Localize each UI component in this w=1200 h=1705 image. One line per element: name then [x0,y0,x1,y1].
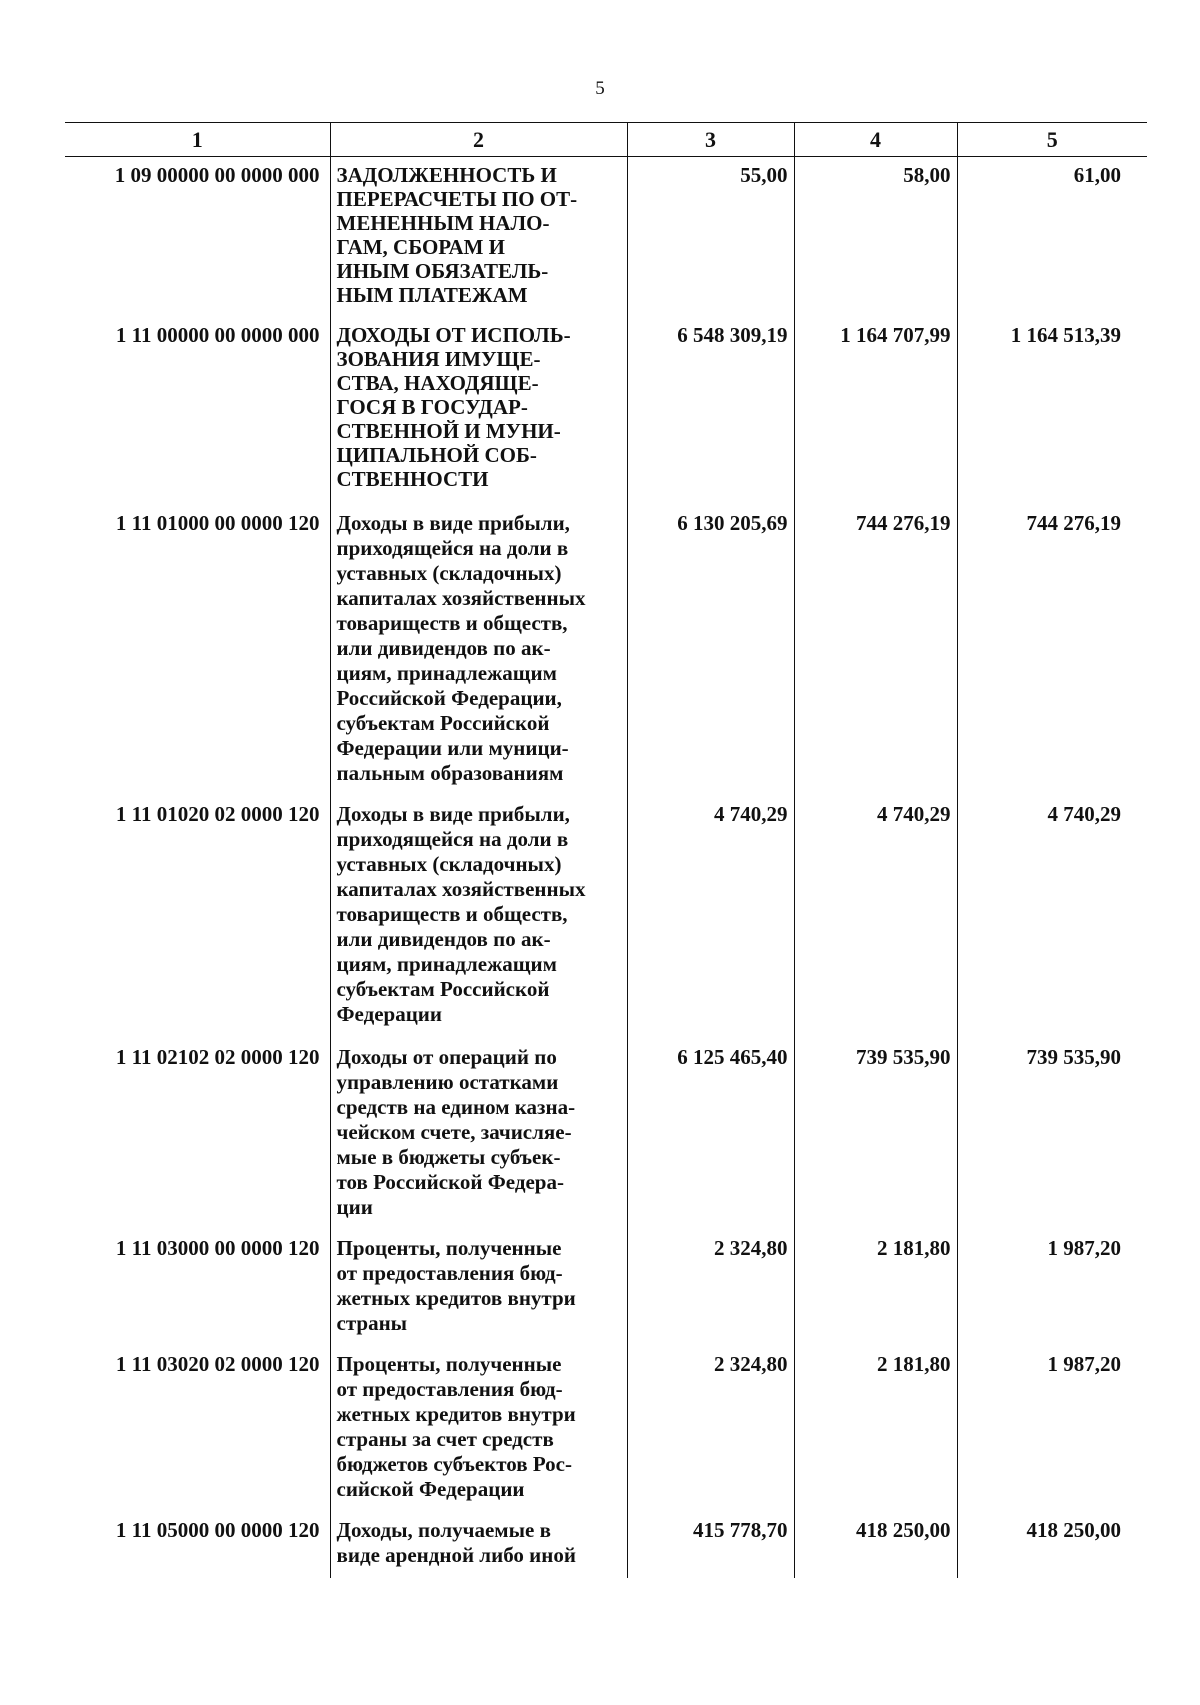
table-row [65,1512,1147,1578]
row-code: 1 11 01020 02 0000 120 [115,802,320,826]
row-col5: 744 276,19 [957,505,1147,796]
header-col-1: 1 [65,123,330,157]
row-code: 1 11 01000 00 0000 120 [115,511,320,535]
header-col-2: 2 [330,123,627,157]
row-name: Доходы в виде прибыли, приходящейся на доли в уставных (складочных) капиталах хозяйственных товариществ и обществ, или дивидендов по ак- циям, принадлежащим Российской Федерации, субъектам Российской Федерации или муници- пальным образованиям [330,505,627,796]
row-col3: 6 130 205,69 [627,505,794,796]
row-col4: 739 535,90 [794,1039,957,1230]
row-col4: 2 181,80 [794,1346,957,1512]
row-name: Доходы от операций по управлению остатками средств на едином казна- чейском счете, зачисляе- мые в бюджеты субъек- тов Российской Федера- ции [330,1039,627,1230]
row-col4: 744 276,19 [794,505,957,796]
row-col5: 1 987,20 [957,1346,1147,1512]
row-col4: 418 250,00 [794,1512,957,1578]
row-col3: 2 324,80 [627,1230,794,1346]
budget-revenue-table [65,122,1147,1578]
row-col3: 6 125 465,40 [627,1039,794,1230]
row-col3: 55,00 [627,157,794,318]
header-col-4: 4 [794,123,957,157]
row-code: 1 09 00000 00 0000 000 [114,163,320,187]
row-col3: 415 778,70 [627,1512,794,1578]
table-row [65,317,1147,505]
row-col4: 1 164 707,99 [794,317,957,505]
row-name: ЗАДОЛЖЕННОСТЬ И ПЕРЕРАСЧЕТЫ ПО ОТ- МЕНЕННЫМ НАЛО- ГАМ, СБОРАМ И ИНЫМ ОБЯЗАТЕЛЬ- НЫМ ПЛАТЕЖАМ [330,157,627,318]
row-code: 1 11 02102 02 0000 120 [115,1045,320,1069]
table-row [65,1039,1147,1230]
row-col5: 1 164 513,39 [957,317,1147,505]
row-code: 1 11 00000 00 0000 000 [115,323,320,347]
row-code: 1 11 03020 02 0000 120 [115,1352,320,1376]
row-name: Доходы в виде прибыли, приходящейся на доли в уставных (складочных) капиталах хозяйственных товариществ и обществ, или дивидендов по ак- циям, принадлежащим субъектам Российской Федерации [330,796,627,1039]
row-col3: 6 548 309,19 [627,317,794,505]
row-col5: 739 535,90 [957,1039,1147,1230]
header-col-3: 3 [627,123,794,157]
row-name: Проценты, полученные от предоставления бюд- жетных кредитов внутри страны [330,1230,627,1346]
row-name: ДОХОДЫ ОТ ИСПОЛЬ- ЗОВАНИЯ ИМУЩЕ- СТВА, НАХОДЯЩЕ- ГОСЯ В ГОСУДАР- СТВЕННОЙ И МУНИ- ЦИПАЛЬНОЙ СОБ- СТВЕННОСТИ [330,317,627,505]
row-col4: 2 181,80 [794,1230,957,1346]
row-name: Проценты, полученные от предоставления бюд- жетных кредитов внутри страны за счет средств бюджетов субъектов Рос- сийской Федерации [330,1346,627,1512]
table-row [65,1230,1147,1346]
table-row [65,1346,1147,1512]
table-row [65,157,1147,318]
row-col4: 4 740,29 [794,796,957,1039]
row-name: Доходы, получаемые в виде арендной либо иной [330,1512,627,1578]
row-col4: 58,00 [794,157,957,318]
table-row [65,796,1147,1039]
row-col5: 61,00 [957,157,1147,318]
header-col-5: 5 [957,123,1147,157]
row-col3: 2 324,80 [627,1346,794,1512]
row-col3: 4 740,29 [627,796,794,1039]
page-number: 5 [595,78,605,99]
row-col5: 1 987,20 [957,1230,1147,1346]
row-code: 1 11 05000 00 0000 120 [115,1518,320,1542]
row-code: 1 11 03000 00 0000 120 [115,1236,320,1260]
row-col5: 418 250,00 [957,1512,1147,1578]
header-row [65,123,1147,157]
row-col5: 4 740,29 [957,796,1147,1039]
table-row [65,505,1147,796]
